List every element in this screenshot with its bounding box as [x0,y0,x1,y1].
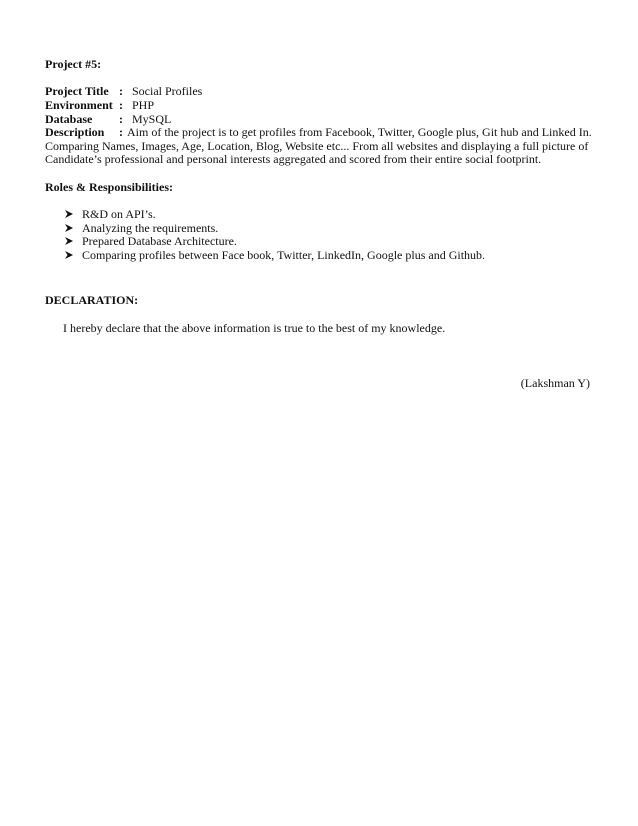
declaration-heading: DECLARATION: [45,293,139,307]
list-item [64,234,237,248]
database-row [45,112,171,126]
description-label: Description [45,125,105,139]
environment-value: PHP [132,98,155,112]
role-item-2: Analyzing the requirements. [82,221,219,235]
project-title-colon: : [119,84,123,98]
role-item-4: Comparing profiles between Face book, Twitter, LinkedIn, Google plus and Github. [82,248,486,262]
database-value: MySQL [132,112,172,126]
arrowhead-bullet-icon [64,209,74,219]
role-item-3: Prepared Database Architecture. [82,234,237,248]
description-colon: : [119,125,123,139]
environment-label: Environment [45,98,113,112]
list-item [64,221,218,235]
environment-colon: : [119,98,123,112]
list-item [64,207,156,221]
arrowhead-bullet-icon [64,236,74,246]
description-line-3: Candidate’s professional and personal interests aggregated and scored from their entire social footprint. [45,152,542,166]
environment-row [45,98,154,112]
project-title-label: Project Title [45,84,109,98]
role-item-1: R&D on API’s. [82,207,156,221]
project-title-value: Social Profiles [132,84,203,98]
database-colon: : [119,112,123,126]
database-label: Database [45,112,93,126]
arrowhead-bullet-icon [64,250,74,260]
signature: (Lakshman Y) [520,376,590,390]
description-text-1: Aim of the project is to get profiles from Facebook, Twitter, Google plus, Git hub and Linked In. [127,125,592,139]
list-item [64,248,485,262]
roles-heading: Roles & Responsibilities: [45,180,174,194]
description-line-1 [45,125,592,139]
arrowhead-bullet-icon [64,223,74,233]
project-heading: Project #5: [45,57,102,71]
declaration-text: I hereby declare that the above information is true to the best of my knowledge. [63,321,446,335]
description-line-2: Comparing Names, Images, Age, Location, Blog, Website etc... From all websites and displaying a full picture of [45,139,589,153]
project-title-row [45,84,202,98]
